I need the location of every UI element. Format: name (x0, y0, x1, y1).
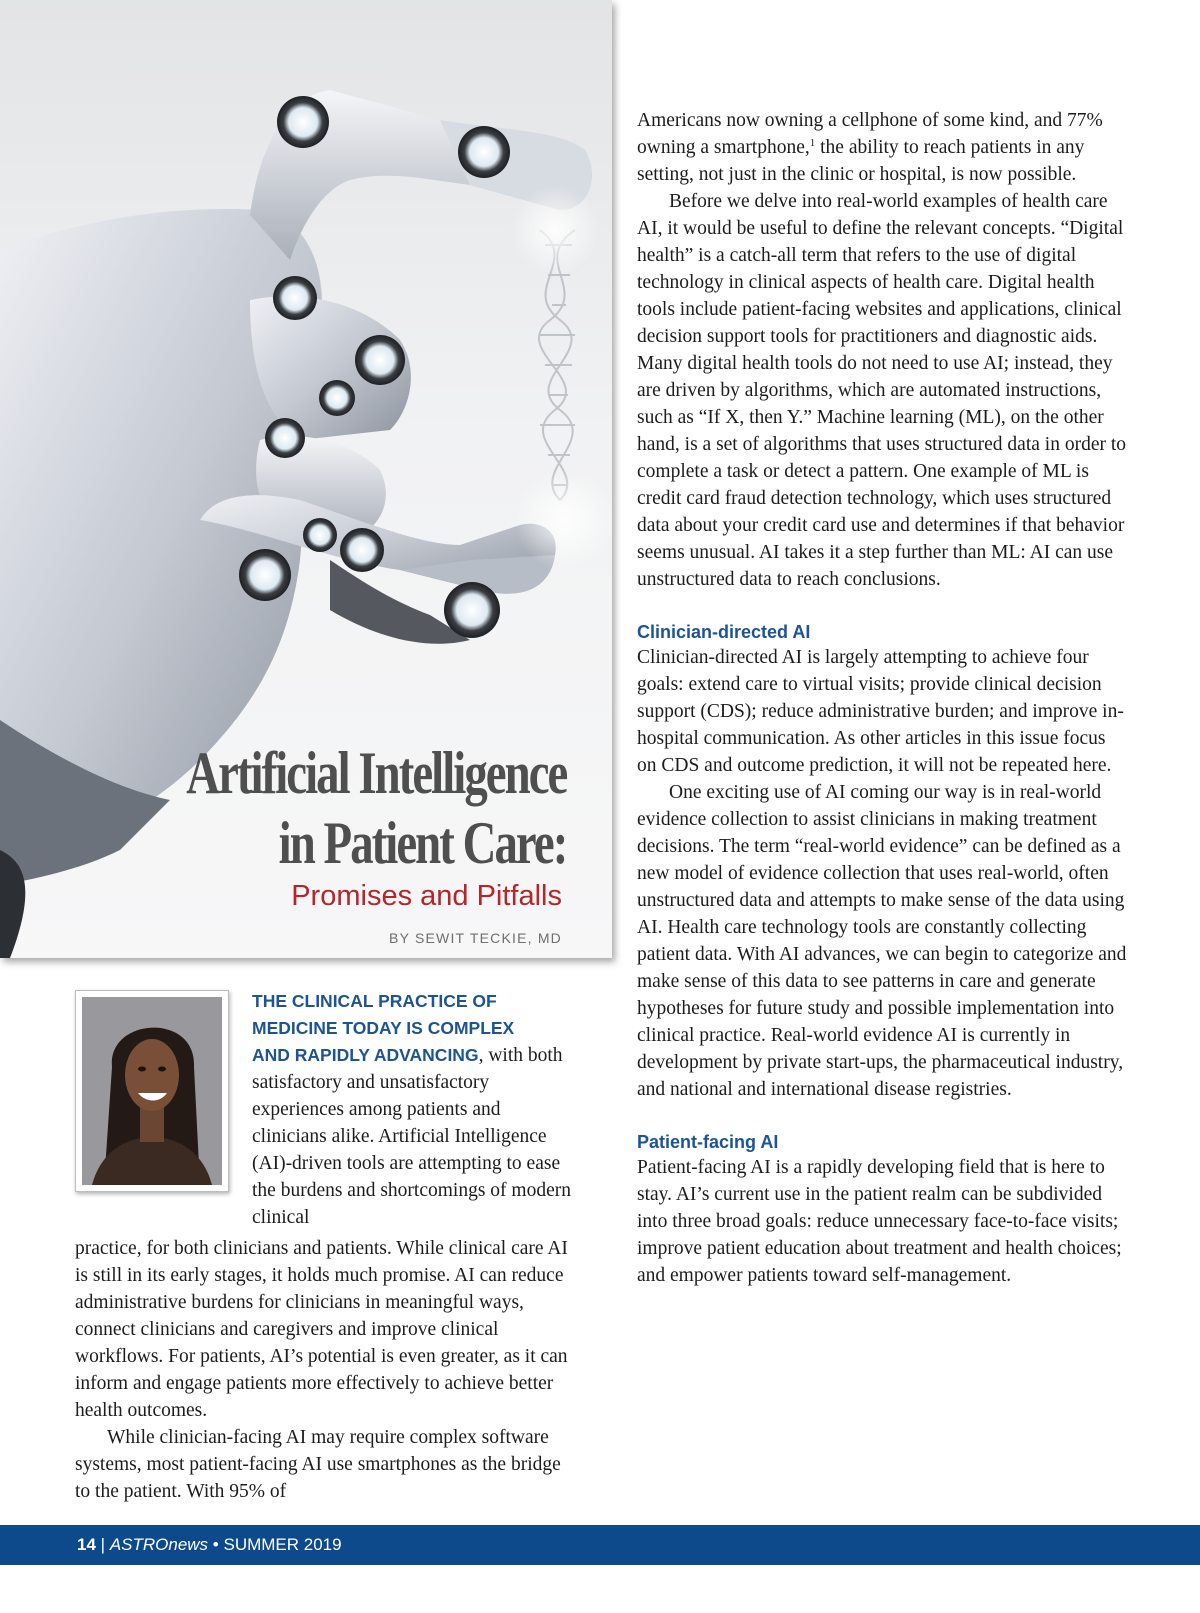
column-right-paragraph-4: One exciting use of AI coming our way is in real-world evidence collection to assist clinicians in making treatment decisions. The term “real-world evidence” can be defined as a new model of evidence collection that uses real-world, often unstructured data and attempts to make sense of the data using AI. Health care technology tools are constantly collecting patient data. With AI advances, we can begin to categorize and make sense of this data to see patterns in care and generate hypotheses for future study and possible implementation into clinical practice. Real-world evidence AI is currently in development by private start-ups, the pharmaceutical industry, and national and international disease registries. (637, 782, 1127, 1100)
author-portrait-image (82, 997, 222, 1185)
column-right (637, 107, 1127, 1289)
lead-paragraph (252, 988, 572, 1231)
paragraph-1-text-a: Americans now owning a cellphone of some kind, and 77% owning a smartphone, (637, 110, 1103, 158)
publication-name: ASTROnews (109, 1535, 209, 1554)
footer-bullet: • (212, 1535, 219, 1554)
title-line-2: in Patient Care: (278, 810, 566, 876)
author-byline: BY SEWIT TECKIE, MD (389, 930, 562, 946)
heading-clinician-directed-ai: Clinician-directed AI (637, 622, 811, 642)
article-title (186, 738, 566, 878)
column-left (75, 1235, 575, 1505)
footer-bar (0, 1525, 1200, 1565)
issue-date: SUMMER 2019 (223, 1535, 342, 1554)
page-number: 14 (77, 1535, 96, 1554)
footer-separator: | (100, 1535, 106, 1554)
column-right-paragraph-2: Before we delve into real-world examples of health care AI, it would be useful to define the relevant concepts. “Digital health” is a catch-all term that refers to the use of digital technology in clinical aspects of health care. Digital health tools include patient-facing websites and applications, clinical decision support tools for practitioners and diagnostic aids. Many digital health tools do not need to use AI; instead, they are driven by algorithms, which are automated instructions, such as “If X, then Y.” Machine learning (ML), on the other hand, is a set of algorithms that uses structured data in order to complete a task or detect a pattern. One example of ML is credit card fraud detection technology, which uses structured data about your credit card use and determines if that behavior seems unusual. AI takes it a step further than ML: AI can use unstructured data to reach conclusions. (637, 191, 1127, 590)
lead-text: , with both satisfactory and unsatisfactory experiences among patients and clinicians alike. Artificial Intelligence (AI)-driven tools are attempting to ease the burdens and shortcomings of modern clinical (252, 1045, 571, 1228)
column-right-paragraph-1 (637, 107, 1127, 188)
heading-patient-facing-ai: Patient-facing AI (637, 1132, 779, 1152)
lead-caps-line-2: MEDICINE TODAY IS COMPLEX (252, 1018, 515, 1038)
column-left-paragraph-2: While clinician-facing AI may require complex software systems, most patient-facing AI use smartphones as the bridge to the patient. With 95% of (75, 1427, 561, 1502)
paragraph-1-text-b: the ability to reach patients in any setting, not just in the clinic or hospital, is now possible. (637, 137, 1085, 185)
column-right-paragraph-5: Patient-facing AI is a rapidly developing field that is here to stay. AI’s current use in the patient realm can be subdivided into three broad goals: reduce unnecessary face-to-face visits; improve patient education about treatment and health choices; and empower patients toward self-management. (637, 1157, 1122, 1286)
article-subtitle: Promises and Pitfalls (291, 880, 562, 912)
column-left-paragraph-1: practice, for both clinicians and patients. While clinical care AI is still in its early stages, it holds much promise. AI can reduce administrative burdens for clinicians in meaningful ways, connect clinicians and caregivers and improve clinical workflows. For patients, AI’s potential is even greater, as it can inform and engage patients more effectively to achieve better health outcomes. (75, 1238, 568, 1421)
footer-folio (77, 1525, 342, 1565)
column-right-paragraph-3: Clinician-directed AI is largely attempting to achieve four goals: extend care to virtual visits; provide clinical decision support (CDS); reduce administrative burden; and improve in-hospital communication. As other articles in this issue focus on CDS and outcome prediction, it will not be repeated here. (637, 647, 1124, 776)
hero-panel (0, 0, 612, 958)
lead-caps-line-1: THE CLINICAL PRACTICE OF (252, 991, 497, 1011)
footnote-reference: 1 (809, 137, 816, 149)
author-photo (75, 990, 229, 1192)
lead-caps-line-3: AND RAPIDLY ADVANCING (252, 1045, 479, 1065)
title-line-1: Artificial Intelligence (185, 740, 566, 806)
